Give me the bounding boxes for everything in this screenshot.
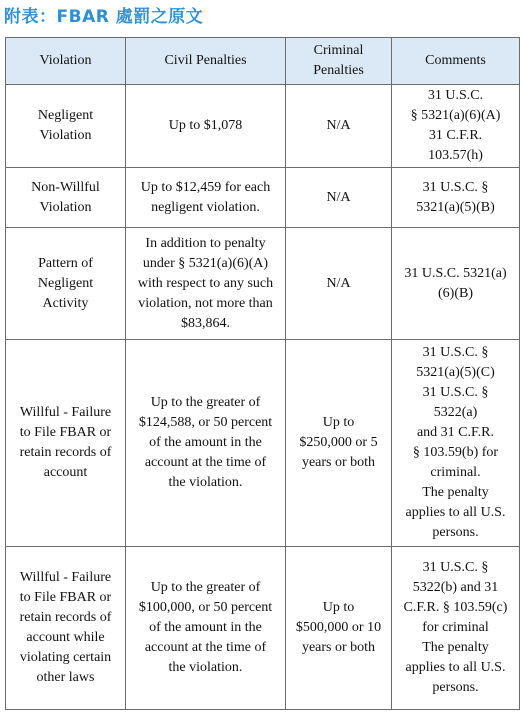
- criminal-penalty-cell: N/A: [286, 228, 392, 340]
- comments-cell: 31 U.S.C. § 5321(a)(5)(B): [392, 168, 520, 228]
- civil-penalty-cell: In addition to penalty under § 5321(a)(6)(A) with respect to any such violation, not more than $83,864.: [126, 228, 286, 340]
- table-row: [6, 340, 520, 547]
- civil-penalty-cell: Up to the greater of $124,588, or 50 percent of the amount in the account at the time of the violation.: [126, 340, 286, 547]
- header-comments: Comments: [392, 38, 520, 85]
- fbar-penalty-table: [5, 37, 520, 710]
- page-title: 附表：FBAR 處罰之原文: [4, 7, 204, 27]
- table-body: [6, 85, 520, 710]
- comments-cell: 31 U.S.C. § 5322(b) and 31 C.F.R. § 103.59(c) for criminal The penalty applies to all U.S. persons.: [392, 547, 520, 710]
- comments-cell: 31 U.S.C. 5321(a) (6)(B): [392, 228, 520, 340]
- comments-cell: 31 U.S.C. § 5321(a)(5)(C) 31 U.S.C. § 5322(a) and 31 C.F.R. § 103.59(b) for criminal. The penalty applies to all U.S. persons.: [392, 340, 520, 547]
- violation-cell: Negligent Violation: [6, 85, 126, 168]
- table-row: [6, 228, 520, 340]
- violation-cell: Non-Willful Violation: [6, 168, 126, 228]
- header-civil-penalties: Civil Penalties: [126, 38, 286, 85]
- table-row: [6, 168, 520, 228]
- criminal-penalty-cell: N/A: [286, 168, 392, 228]
- violation-cell: Willful - Failure to File FBAR or retain records of account while violating certain other laws: [6, 547, 126, 710]
- table-row: [6, 85, 520, 168]
- header-criminal-penalties: Criminal Penalties: [286, 38, 392, 85]
- criminal-penalty-cell: N/A: [286, 85, 392, 168]
- violation-cell: Willful - Failure to File FBAR or retain records of account: [6, 340, 126, 547]
- header-violation: Violation: [6, 38, 126, 85]
- comments-cell: 31 U.S.C. § 5321(a)(6)(A) 31 C.F.R. 103.57(h): [392, 85, 520, 168]
- criminal-penalty-cell: Up to $250,000 or 5 years or both: [286, 340, 392, 547]
- header-row: [6, 38, 520, 85]
- civil-penalty-cell: Up to $1,078: [126, 85, 286, 168]
- table-header: [6, 38, 520, 85]
- civil-penalty-cell: Up to $12,459 for each negligent violation.: [126, 168, 286, 228]
- table-row: [6, 547, 520, 710]
- violation-cell: Pattern of Negligent Activity: [6, 228, 126, 340]
- criminal-penalty-cell: Up to $500,000 or 10 years or both: [286, 547, 392, 710]
- civil-penalty-cell: Up to the greater of $100,000, or 50 percent of the amount in the account at the time of the violation.: [126, 547, 286, 710]
